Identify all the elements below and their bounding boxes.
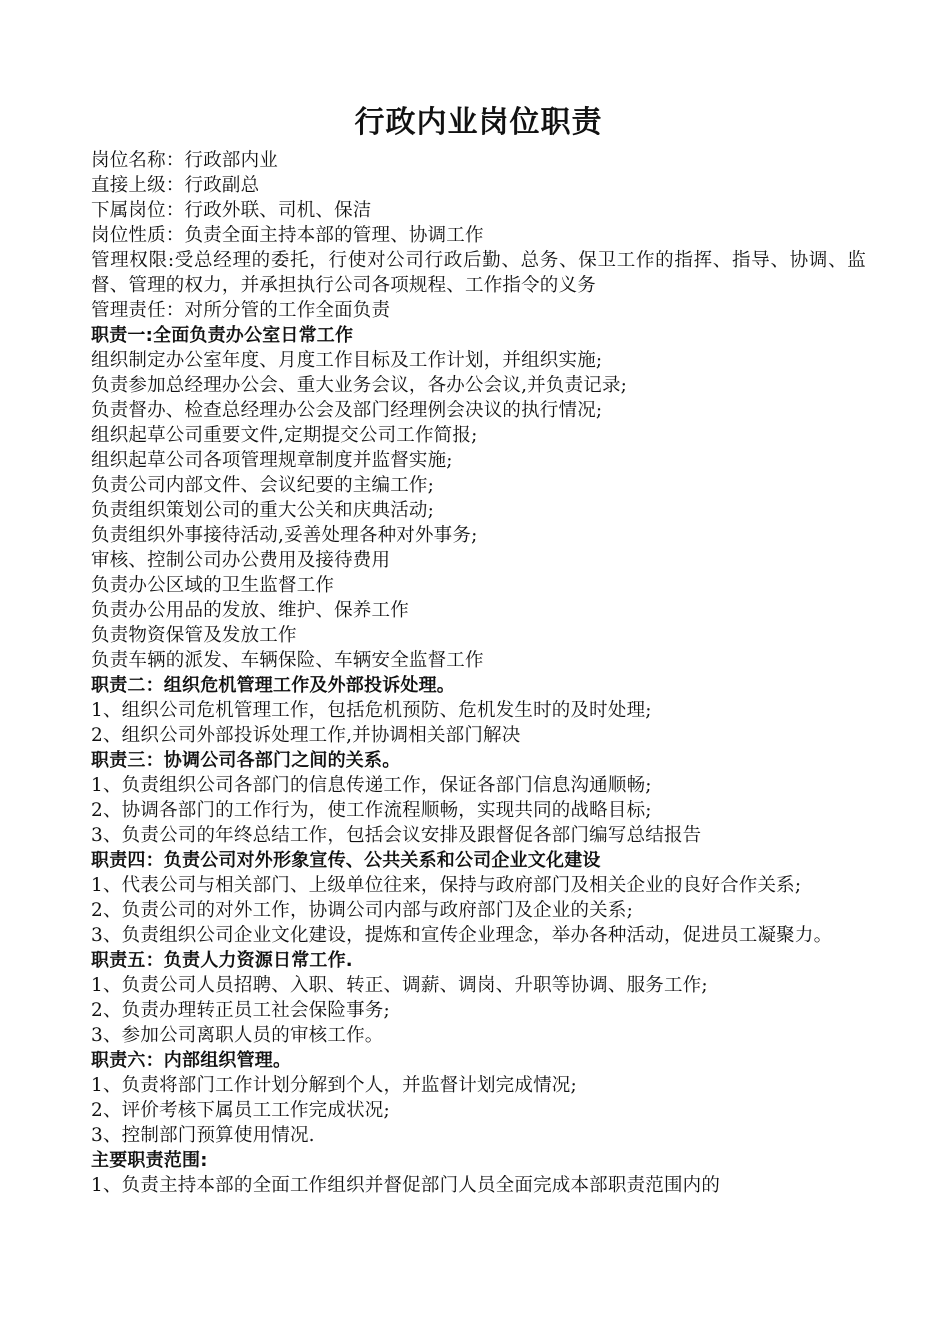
position-info: [91, 148, 866, 323]
list-item: 组织起草公司各项管理规章制度并监督实施;: [91, 450, 453, 471]
section-heading: 职责六：内部组织管理。: [91, 1050, 292, 1071]
position-name-line: 岗位名称：行政部内业: [91, 150, 279, 171]
list-item: 2、组织公司外部投诉处理工作,并协调相关部门解决: [91, 725, 521, 746]
list-item: 负责组织策划公司的重大公关和庆典活动;: [91, 500, 435, 521]
list-item: 1、代表公司与相关部门、上级单位往来，保持与政府部门及相关企业的良好合作关系;: [91, 875, 802, 896]
list-item: 1、负责公司人员招聘、入职、转正、调薪、调岗、升职等协调、服务工作;: [91, 975, 708, 996]
list-item: 负责公司内部文件、会议纪要的主编工作;: [91, 475, 435, 496]
list-item: 3、参加公司离职人员的审核工作。: [91, 1025, 384, 1046]
list-item: 负责督办、检查总经理办公会及部门经理例会决议的执行情况;: [91, 400, 603, 421]
duty-section-2: [91, 673, 866, 748]
list-item: 2、负责办理转正员工社会保险事务;: [91, 1000, 390, 1021]
list-item: 负责办公用品的发放、维护、保养工作: [91, 600, 409, 621]
list-item: 负责办公区域的卫生监督工作: [91, 575, 335, 596]
duty-section-5: [91, 948, 866, 1048]
section-heading: 职责五：负责人力资源日常工作.: [91, 950, 353, 971]
list-item: 1、负责将部门工作计划分解到个人，并监督计划完成情况;: [91, 1075, 577, 1096]
section-heading: 职责二：组织危机管理工作及外部投诉处理。: [91, 675, 455, 696]
document-title: 行政内业岗位职责: [354, 105, 603, 140]
list-item: 审核、控制公司办公费用及接待费用: [91, 550, 391, 571]
management-responsibility-line: 管理责任：对所分管的工作全面负责: [91, 300, 391, 321]
list-item: 负责物资保管及发放工作: [91, 625, 297, 646]
list-item: 组织起草公司重要文件,定期提交公司工作简报;: [91, 425, 478, 446]
subordinate-positions-line: 下属岗位：行政外联、司机、保洁: [91, 200, 372, 221]
document-page: [91, 100, 866, 1198]
duty-section-3: [91, 748, 866, 848]
list-item: 2、协调各部门的工作行为，使工作流程顺畅，实现共同的战略目标;: [91, 800, 652, 821]
list-item: 负责组织外事接待活动,妥善处理各种对外事务;: [91, 525, 478, 546]
list-item: 1、负责主持本部的全面工作组织并督促部门人员全面完成本部职责范围内的: [91, 1175, 721, 1196]
section-heading: 职责三：协调公司各部门之间的关系。: [91, 750, 401, 771]
list-item: 3、负责组织公司企业文化建设，提炼和宣传企业理念，举办各种活动，促进员工凝聚力。: [91, 925, 833, 946]
scope-section: [91, 1148, 866, 1198]
list-item: 3、控制部门预算使用情况.: [91, 1125, 315, 1146]
duty-section-6: [91, 1048, 866, 1148]
list-item: 2、评价考核下属员工工作完成状况;: [91, 1100, 390, 1121]
section-heading: 职责四：负责公司对外形象宣传、公共关系和公司企业文化建设: [91, 850, 601, 871]
list-item: 组织制定办公室年度、月度工作目标及工作计划，并组织实施;: [91, 350, 603, 371]
list-item: 1、负责组织公司各部门的信息传递工作，保证各部门信息沟通顺畅;: [91, 775, 652, 796]
position-nature-line: 岗位性质：负责全面主持本部的管理、协调工作: [91, 225, 484, 246]
direct-superior-line: 直接上级：行政副总: [91, 175, 260, 196]
list-item: 负责车辆的派发、车辆保险、车辆安全监督工作: [91, 650, 484, 671]
list-item: 负责参加总经理办公会、重大业务会议，各办公会议,并负责记录;: [91, 375, 628, 396]
section-heading: 职责一:全面负责办公室日常工作: [91, 325, 354, 346]
duty-section-4: [91, 848, 866, 948]
list-item: 1、组织公司危机管理工作，包括危机预防、危机发生时的及时处理;: [91, 700, 652, 721]
section-heading: 主要职责范围:: [91, 1150, 208, 1171]
list-item: 2、负责公司的对外工作，协调公司内部与政府部门及企业的关系;: [91, 900, 634, 921]
list-item: 3、负责公司的年终总结工作，包括会议安排及跟督促各部门编写总结报告: [91, 825, 702, 846]
duty-section-1: [91, 323, 866, 673]
management-authority-line: 管理权限:受总经理的委托，行使对公司行政后勤、总务、保卫工作的指挥、指导、协调、监督、管理的权力，并承担执行公司各项规程、工作指令的义务: [91, 250, 866, 296]
